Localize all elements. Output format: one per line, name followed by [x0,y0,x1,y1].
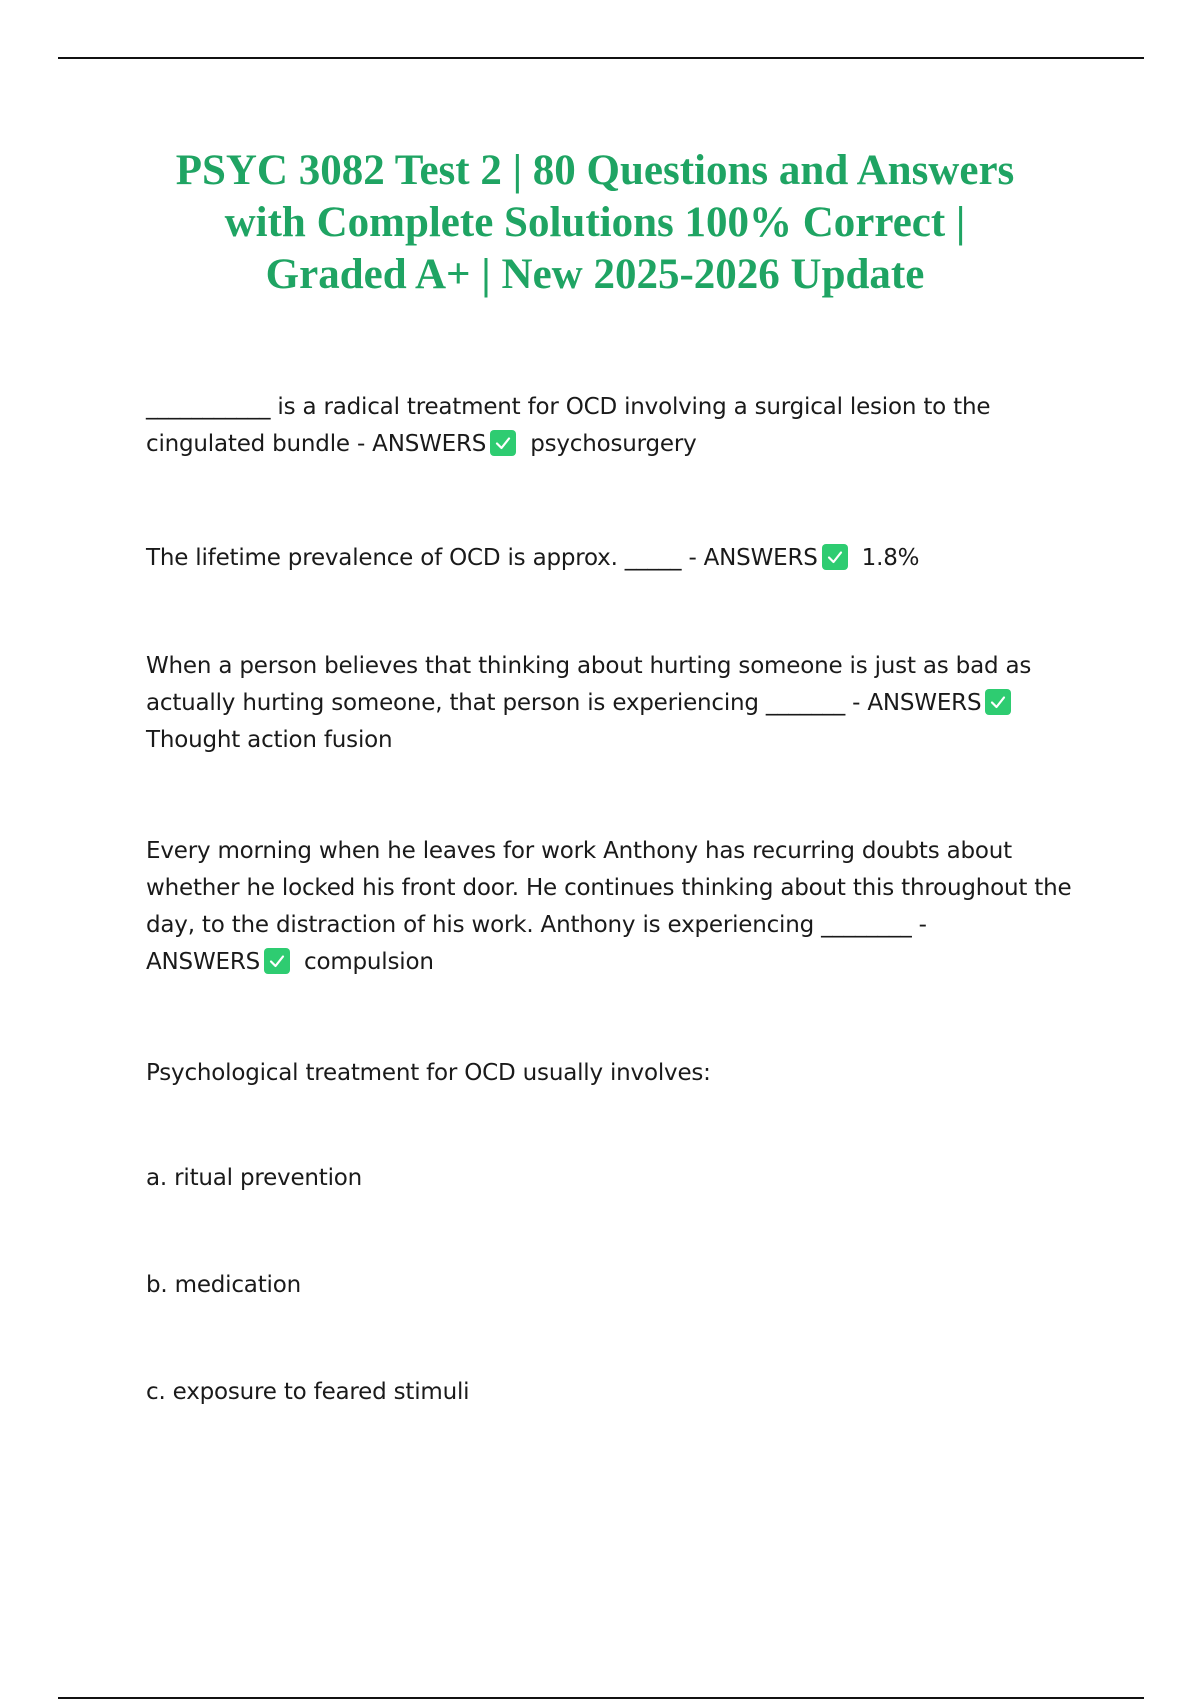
question-5 [146,1055,1106,1092]
question-4-line-2: whether he locked his front door. He continues thinking about this throughout the [146,875,1072,901]
answer-4: compulsion [304,949,434,975]
title-line-2: with Complete Solutions 100% Correct | [224,199,966,246]
question-1-text: cingulated bundle [146,431,357,457]
question-3-line-1: When a person believes that thinking about hurting someone is just as bad as [146,653,1032,679]
question-2 [146,540,1106,577]
checkmark-icon [264,948,290,974]
question-4-line-3: day, to the distraction of his work. Anthony is experiencing ________ - [146,912,927,938]
question-4-line-4 [146,944,1106,981]
checkmark-icon [985,689,1011,715]
option-b: b. medication [146,1272,301,1298]
answers-label: - ANSWERS [356,431,487,457]
question-3 [146,648,1106,759]
answer-1: psychosurgery [530,431,697,457]
checkmark-icon [490,430,516,456]
question-1-line-1: ___________ is a radical treatment for OCD involving a surgical lesion to the [146,394,991,420]
checkmark-icon [822,544,848,570]
answer-3: Thought action fusion [146,727,393,753]
question-4 [146,833,1106,981]
answers-label: ANSWERS [146,949,260,975]
bottom-rule [58,1697,1144,1699]
question-1-line-2 [146,426,1106,463]
answers-label: - ANSWERS [688,545,818,571]
question-1 [146,389,1106,463]
title-line-3: Graded A+ | New 2025-2026 Update [265,251,925,298]
question-3-text: actually hurting someone, that person is experiencing _______ [146,690,853,716]
top-rule [58,57,1144,59]
title-line-1: PSYC 3082 Test 2 | 80 Questions and Answers [175,147,1015,194]
question-2-line-1 [146,540,1106,577]
question-2-text: The lifetime prevalence of OCD is approx. _____ [146,545,689,571]
answer-2: 1.8% [861,545,920,571]
option-a: a. ritual prevention [146,1165,363,1191]
question-5-line-1: Psychological treatment for OCD usually involves: [146,1060,711,1086]
option-c: c. exposure to feared stimuli [146,1379,470,1405]
document-title [90,145,1100,301]
answers-label: - ANSWERS [852,690,982,716]
question-4-line-1: Every morning when he leaves for work Anthony has recurring doubts about [146,838,1012,864]
question-3-line-2 [146,685,1106,722]
